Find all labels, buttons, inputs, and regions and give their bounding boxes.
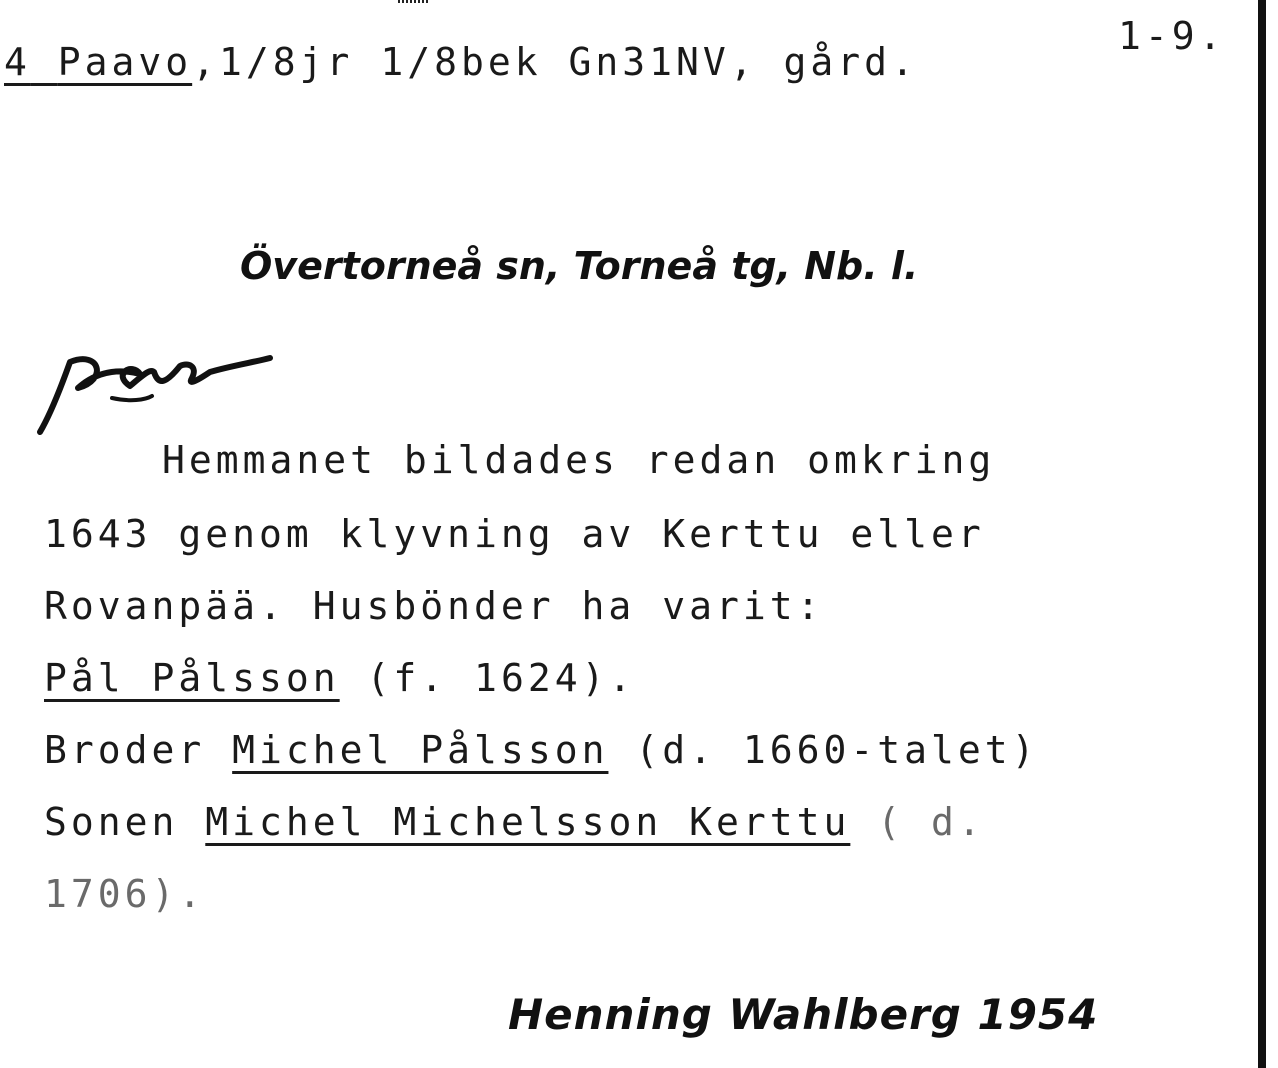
body-line-6: [44, 800, 985, 844]
handwritten-name: [30, 340, 290, 440]
owner-michel-palsson-note: (d. 1660-talet): [608, 728, 1039, 772]
body-line-2: 1643 genom klyvning av Kerttu eller: [44, 512, 985, 556]
body-line-1: Hemmanet bildades redan omkring: [162, 438, 996, 482]
card-heading: [4, 40, 918, 84]
body-line-3: Rovanpää. Husbönder ha varit:: [44, 584, 824, 628]
line5-prefix: Broder: [44, 728, 233, 772]
owner-michel-michelsson-kerttu: Michel Michelsson Kerttu: [205, 800, 851, 844]
body-line-4: [44, 656, 635, 700]
heading-farm-name: Paavo: [57, 40, 193, 84]
card-number: 1-9.: [1118, 14, 1226, 58]
heading-details: ,1/8jr 1/8bek Gn31NV, gård.: [192, 40, 918, 84]
top-edge-mark: [398, 0, 428, 3]
line6-prefix: Sonen: [44, 800, 206, 844]
owner-michel-palsson: Michel Pålsson: [232, 728, 609, 772]
body-line-5: [44, 728, 1039, 772]
card-right-edge: [1258, 0, 1266, 1068]
author-signature: Henning Wahlberg 1954: [508, 990, 1099, 1039]
owner-pal-palsson: Pål Pålsson: [44, 656, 340, 700]
owner-pal-palsson-note: (f. 1624).: [339, 656, 636, 700]
owner-michel-michelsson-note: ( d.: [850, 800, 985, 844]
body-line-7: 1706).: [44, 872, 206, 916]
parish-line: Övertorneå sn, Torneå tg, Nb. l.: [240, 244, 919, 288]
heading-number: 4: [4, 40, 31, 84]
